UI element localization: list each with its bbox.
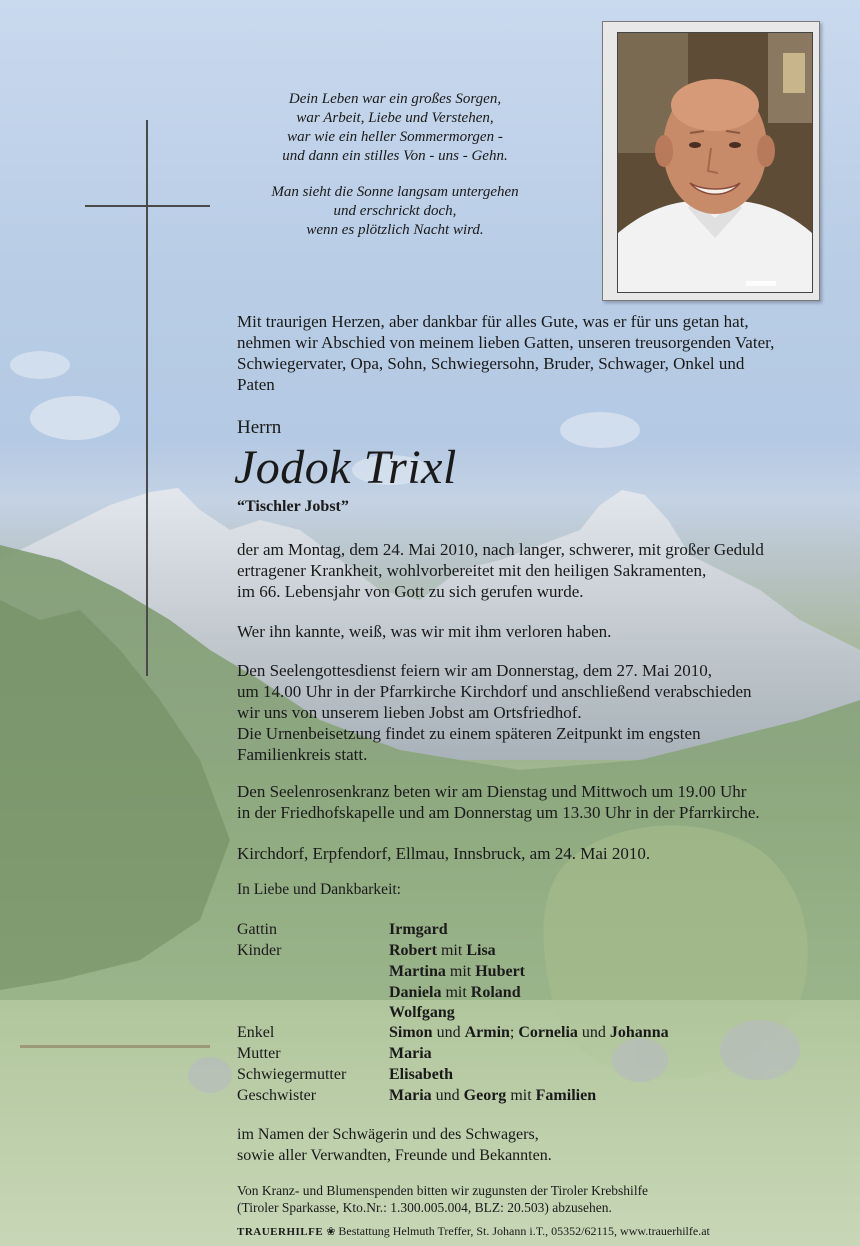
gratitude-line: In Liebe und Dankbarkeit: bbox=[237, 881, 401, 898]
family-label: Geschwister bbox=[237, 1087, 317, 1104]
rosary-line: in der Friedhofskapelle und am Donnerstag um 13.30 Uhr in der Pfarrkirche. bbox=[237, 803, 760, 822]
family-label: Enkel bbox=[237, 1024, 275, 1041]
rosary-line: Den Seelenrosenkranz beten wir am Dienstag und Mittwoch um 19.00 Uhr bbox=[237, 782, 747, 801]
poem-line: war wie ein heller Sommermorgen - bbox=[287, 129, 503, 145]
deceased-name: Jodok Trixl bbox=[234, 441, 457, 494]
intro-line: Mit traurigen Herzen, aber dankbar für alles Gute, was er für uns getan hat, bbox=[237, 312, 749, 331]
family-label: Gattin bbox=[237, 921, 277, 938]
family-names: Martina mit Hubert bbox=[389, 963, 525, 980]
wooden-fence bbox=[20, 1045, 210, 1048]
family-names: Daniela mit Roland bbox=[389, 984, 521, 1001]
family-names: Maria und Georg mit Familien bbox=[389, 1087, 597, 1104]
poem-line: Dein Leben war ein großes Sorgen, bbox=[288, 91, 502, 107]
poem-line: und erschrickt doch, bbox=[333, 203, 457, 219]
family-label: Mutter bbox=[237, 1045, 281, 1062]
donation-line: Von Kranz- und Blumenspenden bitten wir zugunsten der Tiroler Krebshilfe bbox=[237, 1183, 649, 1198]
service-line: Familienkreis statt. bbox=[237, 745, 368, 764]
funeral-home-info: Bestattung Helmuth Treffer, St. Johann i.T., 05352/62115, www.trauerhilfe.at bbox=[338, 1224, 710, 1238]
poem-line: war Arbeit, Liebe und Verstehen, bbox=[296, 110, 494, 126]
place-date: Kirchdorf, Erpfendorf, Ellmau, Innsbruck, am 24. Mai 2010. bbox=[237, 844, 651, 863]
service-line: wir uns von unserem lieben Jobst am Ortsfriedhof. bbox=[237, 703, 582, 722]
dove-icon: ❀ bbox=[326, 1226, 336, 1238]
poem-line: wenn es plötzlich Nacht wird. bbox=[306, 222, 484, 238]
family-names: Maria bbox=[389, 1045, 432, 1062]
salutation: Herrn bbox=[237, 417, 282, 438]
remembrance-line: Wer ihn kannte, weiß, was wir mit ihm verloren haben. bbox=[237, 622, 612, 641]
notice-line: der am Montag, dem 24. Mai 2010, nach langer, schwerer, mit großer Geduld bbox=[237, 540, 764, 559]
family-label: Schwiegermutter bbox=[237, 1066, 347, 1083]
notice-line: ertragener Krankheit, wohlvorbereitet mit den heiligen Sakramenten, bbox=[237, 561, 707, 580]
service-line: um 14.00 Uhr in der Pfarrkirche Kirchdorf und anschließend verabschieden bbox=[237, 682, 752, 701]
family-names: Elisabeth bbox=[389, 1066, 454, 1083]
portrait-photo bbox=[617, 32, 813, 293]
intro-line: nehmen wir Abschied von meinem lieben Gatten, unseren treusorgenden Vater, bbox=[237, 333, 775, 352]
deceased-nickname: “Tischler Jobst” bbox=[237, 498, 349, 515]
service-line: Die Urnenbeisetzung findet zu einem späteren Zeitpunkt im engsten bbox=[237, 724, 701, 743]
family-names: Simon und Armin; Cornelia und Johanna bbox=[389, 1024, 669, 1041]
family-names: Robert mit Lisa bbox=[389, 942, 496, 959]
portrait-frame bbox=[602, 21, 820, 301]
poem-line: und dann ein stilles Von - uns - Gehn. bbox=[282, 148, 508, 164]
intro-line: Schwiegervater, Opa, Sohn, Schwiegersohn, Bruder, Schwager, Onkel und bbox=[237, 354, 745, 373]
notice-line: im 66. Lebensjahr von Gott zu sich gerufen wurde. bbox=[237, 582, 584, 601]
cross-horizontal-beam bbox=[85, 205, 210, 207]
family-names: Wolfgang bbox=[389, 1004, 455, 1021]
closing-line: sowie aller Verwandten, Freunde und Bekannten. bbox=[237, 1147, 552, 1164]
donation-line: (Tiroler Sparkasse, Kto.Nr.: 1.300.005.004, BLZ: 20.503) abzusehen. bbox=[237, 1200, 612, 1215]
funeral-home-footer bbox=[237, 1224, 710, 1239]
cross-vertical-beam bbox=[146, 120, 148, 676]
service-line: Den Seelengottesdienst feiern wir am Donnerstag, dem 27. Mai 2010, bbox=[237, 661, 712, 680]
family-names: Irmgard bbox=[389, 921, 448, 938]
intro-line: Paten bbox=[237, 375, 275, 394]
family-label: Kinder bbox=[237, 942, 282, 959]
trauerhilfe-logo: TRAUERHILFE bbox=[237, 1226, 324, 1238]
poem-line: Man sieht die Sonne langsam untergehen bbox=[271, 184, 519, 200]
closing-line: im Namen der Schwägerin und des Schwagers, bbox=[237, 1126, 539, 1143]
